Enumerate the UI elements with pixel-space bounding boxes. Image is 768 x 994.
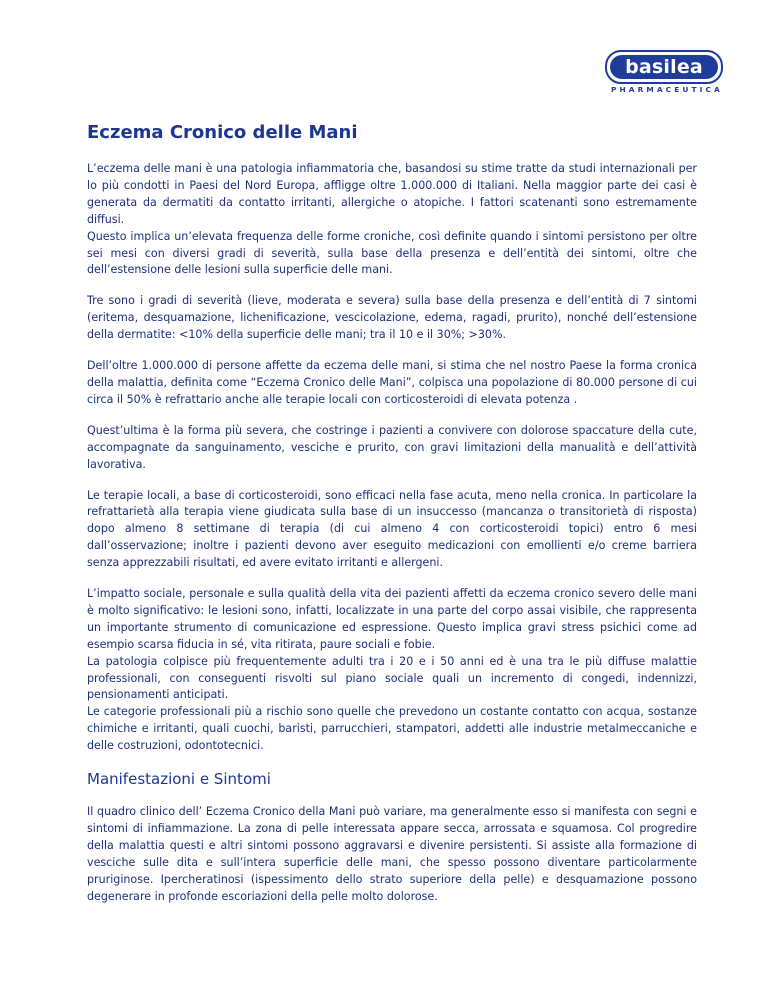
document-body	[87, 121, 697, 920]
paragraph-4: Quest’ultima è la forma più severa, che costringe i pazienti a convivere con dolorose spaccature della cute, accompagnate da sanguinamento, vesciche e prurito, con gravi limitazioni della manualità e dell’attività lavorativa.	[87, 423, 697, 471]
page-title: Eczema Cronico delle Mani	[87, 122, 358, 143]
logo-pill	[605, 50, 723, 84]
paragraph-6: L’impatto sociale, personale e sulla qualità della vita dei pazienti affetti da eczema cronico severo delle mani è molto significativo: le lesioni sono, infatti, localizzate in una parte del corpo assai visibile, che rappresenta un importante strumento di comunicazione ed espressione. Questo implica gravi stress psichici come ad esempio scarsa fiducia in sé, vita ritirata, paure sociali e fobie. La patologia colpisce più frequentemente adulti tra i 20 e i 50 anni ed è una tra le più diffuse malattie professionali, con conseguenti risvolti sul piano sociale quali un incremento di congedi, indennizzi, pensionamenti anticipati. Le categorie professionali più a rischio sono quelle che prevedono un costante contatto con acqua, sostanze chimiche e irritanti, quali cuochi, baristi, parrucchieri, stampatori, addetti alle industrie metalmeccaniche e delle costruzioni, odontotecnici.	[87, 587, 697, 753]
section-heading: Manifestazioni e Sintomi	[87, 770, 271, 789]
logo-tagline: PHARMACEUTICA	[611, 85, 723, 94]
paragraph-1: L’eczema delle mani è una patologia infiammatoria che, basandosi su stime tratte da studi internazionali per lo più condotti in Paesi del Nord Europa, affligge oltre 1.000.000 di Italiani. Nella maggior parte dei casi è generata da dermatiti da contatto irritanti, allergiche o atopiche. I fattori scatenanti sono estremamente diffusi. Questo implica un’elevata frequenza delle forme croniche, così definite quando i sintomi persistono per oltre sei mesi con diversi gradi di severità, sulla base della presenza e dell’entità dei sintomi, oltre che dell’estensione delle lesioni sulla superficie delle mani.	[87, 162, 697, 277]
logo-brand: basilea	[610, 55, 718, 79]
paragraph-7: Il quadro clinico dell’ Eczema Cronico della Mani può variare, ma generalmente esso si manifesta con segni e sintomi di infiammazione. La zona di pelle interessata appare secca, arrossata e squamosa. Col progredire della malattia questi e altri sintomi possono aggravarsi e divenire persistenti. Si assiste alla formazione di vesciche sulle dita e sull’intera superficie delle mani, che spesso possono diventare particolarmente pruriginose. Ipercheratinosi (ispessimento dello strato superiore della pelle) e desquamazione possono degenerare in profonde escoriazioni della pelle molto dolorose.	[87, 805, 697, 903]
paragraph-2: Tre sono i gradi di severità (lieve, moderata e severa) sulla base della presenza e dell’entità di 7 sintomi (eritema, desquamazione, lichenificazione, vescicolazione, edema, ragadi, prurito), nonché dell’estensione della dermatite: <10% della superficie delle mani; tra il 10 e il 30%; >30%.	[87, 294, 697, 342]
basilea-logo	[604, 48, 728, 100]
paragraph-5: Le terapie locali, a base di corticosteroidi, sono efficaci nella fase acuta, meno nella cronica. In particolare la refrattarietà alla terapia viene giudicata sulla base di un insuccesso (mancanza o transitorietà di risposta) dopo almeno 8 settimane di terapia (di cui almeno 4 con corticosteroidi topici) entro 6 mesi dall’osservazione; inoltre i pazienti devono aver eseguito medicazioni con emollienti e/o creme barriera senza apprezzabili risultati, ed avere evitato irritanti e allergeni.	[87, 488, 697, 570]
paragraph-3: Dell’oltre 1.000.000 di persone affette da eczema delle mani, si stima che nel nostro Paese la forma cronica della malattia, definita come “Eczema Cronico delle Mani”, colpisca una popolazione di 80.000 persone di cui circa il 50% è refrattario anche alle terapie locali con corticosteroidi di elevata potenza .	[87, 359, 697, 406]
